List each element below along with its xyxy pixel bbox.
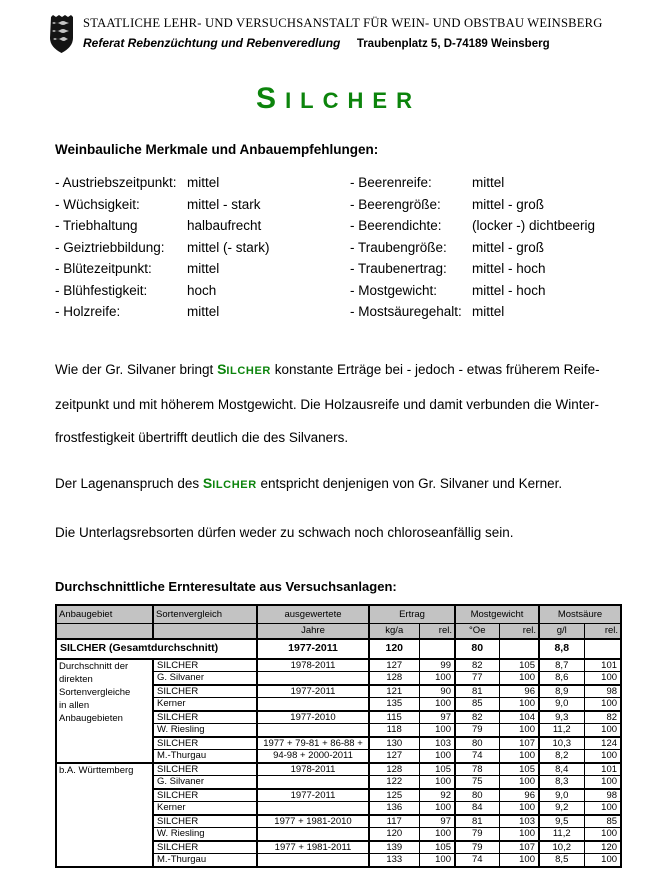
variety-name-inline: SILCHER	[217, 360, 271, 377]
cell-jahre: 1977-2011	[257, 789, 369, 802]
cell-sorte: SILCHER	[153, 763, 257, 776]
cell-gl: 8,4	[539, 763, 584, 776]
cell-oe-rel: 100	[499, 750, 539, 763]
col-header-anbaugebiet: Anbaugebiet	[56, 605, 153, 624]
cell-gl: 8,2	[539, 750, 584, 763]
cell-sorte: SILCHER	[153, 737, 257, 750]
merkmal-value: (locker -) dichtbeerig	[472, 218, 596, 233]
cell-gl-rel: 100	[584, 854, 621, 867]
cell-gl: 10,3	[539, 737, 584, 750]
merkmal-value: mittel - groß	[472, 196, 545, 212]
cell-gl-rel: 98	[584, 685, 621, 698]
col-header-oe: °Oe	[455, 623, 499, 639]
cell-jahre: 1977-2011	[257, 639, 369, 659]
merkmal-value: mittel (- stark)	[187, 239, 270, 255]
cell-gl: 8,8	[539, 639, 584, 659]
cell-oe-rel: 100	[499, 828, 539, 841]
col-header-rel: rel.	[584, 623, 621, 639]
cell-gl-rel: 100	[584, 672, 621, 685]
cell-kga: 125	[369, 789, 419, 802]
cell-oe: 79	[455, 828, 499, 841]
cell-oe: 77	[455, 672, 499, 685]
cell-jahre	[257, 698, 369, 711]
col-header-sortenvergleich: Sortenvergleich	[153, 605, 257, 624]
cell-kga: 130	[369, 737, 419, 750]
cell-oe: 74	[455, 750, 499, 763]
merkmal-value: mittel - groß	[472, 239, 545, 255]
cell-gl: 8,7	[539, 659, 584, 672]
cell-kga: 127	[369, 659, 419, 672]
cell-oe-rel: 105	[499, 763, 539, 776]
cell-gl: 8,5	[539, 854, 584, 867]
total-label: SILCHER (Gesamtdurchschnitt)	[56, 639, 257, 659]
cell-oe: 74	[455, 854, 499, 867]
cell-sorte: SILCHER	[153, 711, 257, 724]
merkmal-value: hoch	[187, 282, 217, 298]
cell-oe: 81	[455, 685, 499, 698]
merkmal-value: mittel	[187, 261, 220, 276]
cell-jahre: 1977 + 1981-2010	[257, 815, 369, 828]
cell-kga-rel: 100	[419, 854, 455, 867]
cell-jahre	[257, 776, 369, 789]
cell-kga: 127	[369, 750, 419, 763]
merkmal-label: - Beerengröße:	[350, 196, 441, 212]
cell-oe-rel: 96	[499, 685, 539, 698]
col-header-blank	[153, 623, 257, 639]
cell-gl: 9,3	[539, 711, 584, 724]
cell-kga-rel: 105	[419, 763, 455, 776]
letterhead	[55, 14, 622, 56]
cell-kga: 117	[369, 815, 419, 828]
merkmal-value: mittel - hoch	[472, 261, 546, 276]
anbaugebiet-cell: b.A. Württemberg	[56, 763, 153, 867]
cell-gl: 11,2	[539, 828, 584, 841]
cell-gl-rel: 100	[584, 776, 621, 789]
merkmal-label: - Blütezeitpunkt:	[55, 261, 152, 276]
merkmal-label: - Traubenertrag:	[350, 261, 447, 276]
cell-kga: 128	[369, 672, 419, 685]
cell-oe: 80	[455, 737, 499, 750]
cell-oe-rel: 107	[499, 841, 539, 854]
cell-kga: 120	[369, 639, 419, 659]
cell-kga: 139	[369, 841, 419, 854]
cell-kga: 118	[369, 724, 419, 737]
cell-gl-rel: 100	[584, 828, 621, 841]
cell-gl-rel: 120	[584, 841, 621, 854]
cell-jahre: 1977-2011	[257, 685, 369, 698]
cell-gl-rel: 82	[584, 711, 621, 724]
cell-kga-rel: 103	[419, 737, 455, 750]
letterhead-text	[83, 14, 603, 52]
address: Traubenplatz 5, D-74189 Weinsberg	[356, 38, 550, 50]
merkmal-label: - Mostgewicht:	[350, 282, 438, 298]
cell-gl-rel: 85	[584, 815, 621, 828]
cell-oe-rel: 100	[499, 854, 539, 867]
cell-oe: 80	[455, 639, 499, 659]
cell-oe: 79	[455, 724, 499, 737]
cell-jahre	[257, 672, 369, 685]
cell-oe-rel: 100	[499, 698, 539, 711]
cell-oe-rel: 100	[499, 724, 539, 737]
cell-sorte: SILCHER	[153, 659, 257, 672]
cell-kga-rel: 100	[419, 724, 455, 737]
body-paragraph: Die Unterlagsrebsorten dürfen weder zu schwach noch chloroseanfällig sein.	[55, 524, 514, 540]
merkmal-value: mittel	[187, 175, 220, 190]
section-heading-results: Durchschnittliche Ernteresultate aus Versuchsanlagen:	[55, 578, 397, 594]
cell-sorte: M.-Thurgau	[153, 854, 257, 867]
table-header-row-groups	[56, 605, 621, 624]
merkmal-value: mittel	[187, 304, 220, 319]
cell-gl: 8,6	[539, 672, 584, 685]
cell-oe-rel: 104	[499, 711, 539, 724]
cell-jahre: 1977 + 1981-2011	[257, 841, 369, 854]
department-name: Referat Rebenzüchtung und Rebenveredlung	[83, 36, 341, 50]
col-header-kga: kg/a	[369, 623, 419, 639]
variety-name-inline: SILCHER	[202, 474, 257, 491]
cell-kga: 115	[369, 711, 419, 724]
cell-kga-rel: 100	[419, 802, 455, 815]
cell-sorte: Kerner	[153, 802, 257, 815]
merkmal-label: - Mostsäuregehalt:	[350, 304, 462, 319]
cell-kga-rel: 100	[419, 776, 455, 789]
cell-sorte: SILCHER	[153, 841, 257, 854]
merkmal-value: mittel	[472, 304, 505, 319]
merkmal-label: - Geiztriebbildung:	[55, 239, 165, 255]
cell-gl: 9,0	[539, 698, 584, 711]
cell-oe-rel: 100	[499, 802, 539, 815]
cell-gl-rel: 100	[584, 750, 621, 763]
cell-oe-rel: 103	[499, 815, 539, 828]
cell-jahre: 1977-2010	[257, 711, 369, 724]
cell-kga: 120	[369, 828, 419, 841]
cell-oe-rel: 107	[499, 737, 539, 750]
merkmal-label: - Beerendichte:	[350, 218, 442, 233]
title-initial: S	[256, 82, 286, 115]
cell-gl: 9,5	[539, 815, 584, 828]
merkmal-value: halbaufrecht	[187, 218, 262, 233]
cell-gl: 9,2	[539, 802, 584, 815]
col-header-rel: rel.	[419, 623, 455, 639]
cell-sorte: SILCHER	[153, 685, 257, 698]
merkmal-value: mittel - hoch	[472, 282, 546, 298]
cell-kga-rel: 97	[419, 711, 455, 724]
cell-sorte: G. Silvaner	[153, 776, 257, 789]
cell-jahre	[257, 802, 369, 815]
cell-gl-rel: 100	[584, 698, 621, 711]
merkmal-label: - Triebhaltung	[55, 218, 138, 233]
cell-oe: 84	[455, 802, 499, 815]
col-header-jahre-line1: ausgewertete	[257, 605, 369, 624]
cell-sorte: SILCHER	[153, 789, 257, 802]
cell-oe: 81	[455, 815, 499, 828]
cell-jahre: 1978-2011	[257, 763, 369, 776]
table-row	[56, 659, 621, 672]
cell-gl-rel: 101	[584, 659, 621, 672]
cell-kga-rel: 99	[419, 659, 455, 672]
merkmal-label: - Blühfestigkeit:	[55, 282, 148, 298]
merkmal-label: - Wüchsigkeit:	[55, 196, 140, 212]
cell-kga: 135	[369, 698, 419, 711]
group-header-mostsaeure: Mostsäure	[539, 605, 621, 624]
cell-kga-rel: 92	[419, 789, 455, 802]
cell-kga: 122	[369, 776, 419, 789]
cell-oe: 75	[455, 776, 499, 789]
cell-gl: 10,2	[539, 841, 584, 854]
cell-sorte: SILCHER	[153, 815, 257, 828]
col-header-rel: rel.	[499, 623, 539, 639]
merkmal-label: - Traubengröße:	[350, 239, 447, 255]
cell-oe: 82	[455, 659, 499, 672]
org-name: STAATLICHE LEHR- UND VERSUCHSANSTALT FÜR WEIN- UND OBSTBAU WEINSBERG	[83, 16, 603, 30]
merkmale-list	[55, 172, 622, 323]
cell-gl-rel: 100	[584, 802, 621, 815]
cell-oe-rel	[499, 639, 539, 659]
body-paragraph: Wie der Gr. Silvaner bringt SILCHER konstante Erträge bei - jedoch - etwas früherem Reife- zeitpunkt und mit höherem Mostgewicht. Die Holzausreife und damit verbunden die Winter- frostfestigkeit übertrifft deutlich die des Silvaners.	[55, 360, 600, 445]
group-header-ertrag: Ertrag	[369, 605, 455, 624]
cell-gl: 8,3	[539, 776, 584, 789]
cell-kga-rel: 90	[419, 685, 455, 698]
cell-sorte: M.-Thurgau	[153, 750, 257, 763]
cell-oe: 79	[455, 841, 499, 854]
merkmal-label: - Beerenreife:	[350, 175, 432, 190]
cell-gl-rel: 98	[584, 789, 621, 802]
table-row	[56, 763, 621, 776]
cell-jahre: 1977 + 79-81 + 86-88 +	[257, 737, 369, 750]
cell-gl: 9,0	[539, 789, 584, 802]
cell-oe-rel: 105	[499, 659, 539, 672]
merkmal-label: - Austriebszeitpunkt:	[55, 175, 177, 190]
page-title	[55, 82, 622, 116]
section-heading-merkmale: Weinbauliche Merkmale und Anbauempfehlungen:	[55, 142, 379, 157]
cell-jahre: 1978-2011	[257, 659, 369, 672]
col-header-gl: g/l	[539, 623, 584, 639]
cell-jahre: 94-98 + 2000-2011	[257, 750, 369, 763]
cell-sorte: Kerner	[153, 698, 257, 711]
cell-gl-rel	[584, 639, 621, 659]
results-table	[55, 604, 622, 868]
cell-oe-rel: 96	[499, 789, 539, 802]
merkmal-value: mittel - stark	[187, 196, 261, 212]
cell-kga: 133	[369, 854, 419, 867]
group-header-mostgewicht: Mostgewicht	[455, 605, 539, 624]
cell-kga-rel: 97	[419, 815, 455, 828]
letterhead-subline	[83, 34, 603, 52]
body-paragraph: Der Lagenanspruch des SILCHER entspricht denjenigen von Gr. Silvaner und Kerner.	[55, 474, 563, 491]
cell-jahre	[257, 854, 369, 867]
cell-kga-rel: 100	[419, 672, 455, 685]
cell-oe: 82	[455, 711, 499, 724]
cell-oe: 80	[455, 789, 499, 802]
title-rest: ILCHER	[285, 88, 421, 113]
cell-sorte: W. Riesling	[153, 828, 257, 841]
cell-gl-rel: 124	[584, 737, 621, 750]
cell-sorte: G. Silvaner	[153, 672, 257, 685]
cell-jahre	[257, 724, 369, 737]
cell-kga-rel: 100	[419, 698, 455, 711]
cell-kga-rel	[419, 639, 455, 659]
cell-sorte: W. Riesling	[153, 724, 257, 737]
cell-oe: 85	[455, 698, 499, 711]
cell-jahre	[257, 828, 369, 841]
cell-oe-rel: 100	[499, 672, 539, 685]
col-header-blank	[56, 623, 153, 639]
cell-kga-rel: 105	[419, 841, 455, 854]
merkmal-value: mittel	[472, 175, 505, 190]
anbaugebiet-cell: Durchschnitt der direkten Sortenvergleiche in allen Anbaugebieten	[56, 659, 153, 763]
table-header-row-units	[56, 623, 621, 639]
cell-gl-rel: 101	[584, 763, 621, 776]
cell-kga-rel: 100	[419, 750, 455, 763]
body-text	[55, 353, 622, 549]
coat-of-arms-icon	[48, 14, 75, 56]
col-header-jahre-line2: Jahre	[257, 623, 369, 639]
merkmal-label: - Holzreife:	[55, 304, 121, 319]
cell-gl: 8,9	[539, 685, 584, 698]
cell-oe: 78	[455, 763, 499, 776]
cell-oe-rel: 100	[499, 776, 539, 789]
cell-kga: 136	[369, 802, 419, 815]
cell-gl-rel: 100	[584, 724, 621, 737]
total-row	[56, 639, 621, 659]
cell-gl: 11,2	[539, 724, 584, 737]
cell-kga: 128	[369, 763, 419, 776]
cell-kga: 121	[369, 685, 419, 698]
cell-kga-rel: 100	[419, 828, 455, 841]
